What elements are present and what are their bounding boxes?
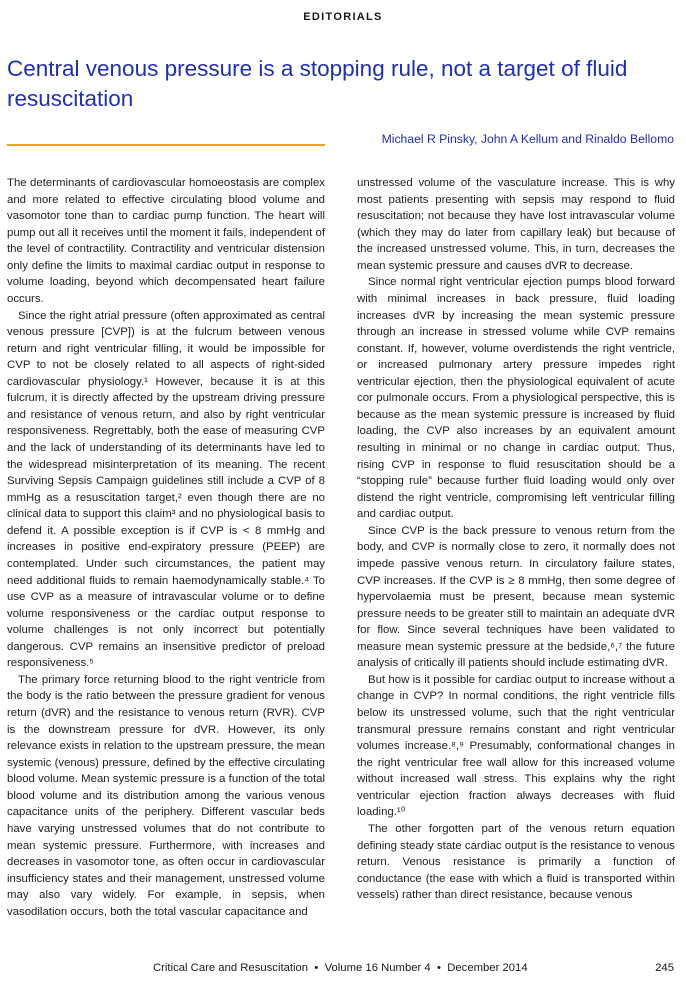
paragraph-5: Since CVP is the back pressure to venous return from the body, and CVP is normally close to zero, it normally does not impede passive venous return. In circulatory failure states, CVP increases. If the CVP is ≥ 8 mmHg, then some degree of hypervolaemia must be present, because mean systemic pressure needs to be greater still to maintain an adequate dVR for flow. Since several techniques have been validated to measure mean systemic pressure at the bedside,⁶,⁷ the future analysis of critically ill patients should include estimating dVR. — [357, 524, 675, 670]
paragraph-7: The other forgotten part of the venous return equation defining steady state cardiac output is the resistance to venous return. Venous resistance is primarily a function of conductance (the ease with which a fluid is transported within vessels) rather than direct resistance, because venous — [357, 822, 675, 902]
page-number: 245 — [655, 962, 674, 974]
journal-citation: Critical Care and Resuscitation • Volume 16 Number 4 • December 2014 — [153, 962, 528, 974]
title-divider — [7, 144, 325, 146]
paragraph-3: The primary force returning blood to the right ventricle from the body is the ratio between the pressure gradient for venous return (dVR) and the resistance to venous return (RVR). CVP is the downstream pressure for dVR. However, its only relevance exists in relation to the upstream pressure, the mean systemic (venous) pressure, defined by the effective circulating blood volume. Mean systemic pressure is a function of the total blood volume and its distribution among the various venous capacitance units of the periphery. Different vascular beds have varying unstressed volumes that do not contribute to mean systemic pressure. Furthermore, with increases and decreases in vasomotor tone, as often occur in cardiovascular insufficiency states and their management, unstressed volume may also vary widely. For example, in sepsis, when vasodilation occurs, both the total vascular capacitance and — [7, 673, 325, 918]
paragraph-2: Since the right atrial pressure (often approximated as central venous pressure [CVP]) is at the fulcrum between venous return and right ventricular filling, it would be impossible for CVP to not be closely related to all aspects of right-sided cardiovascular physiology.¹ However, because it is at this fulcrum, it is directly affected by the upstream driving pressure and resistance of venous return, and also by right ventricular responsiveness. Regrettably, both the ease of measuring CVP and the lack of understanding of its determinants have led to the widespread misinterpretation of its meaning. The recent Surviving Sepsis Campaign guidelines still include a CVP of 8 mmHg as a resuscitation target,² even though there are no clinical data to support this claim³ and no physiological basis to defend it. A possible exception is if CVP is < 8 mmHg and increases in positive end-expiratory pressure (PEEP) are contemplated. Under such circumstances, the patient may need additional fluids to remain haemodynamically stable.⁴ To use CVP as a measure of intravascular volume or to define volume responsiveness or the cardiac output response to volume challenges is not only incorrect but potentially dangerous. CVP remains an insensitive predictor of preload responsiveness.⁵ — [7, 309, 325, 670]
paragraph-1: The determinants of cardiovascular homoeostasis are complex and more related to effective circulating blood volume and vasomotor tone than to cardiac pump function. The heart will pump out all it receives until the moment it fails, independent of the level of contractility. Contractility and ventricular distension only define the limits to maximal cardiac output in response to volume loading, beyond which decompensated heart failure occurs. — [7, 177, 325, 305]
section-label: EDITORIALS — [303, 11, 383, 23]
column-right — [357, 175, 675, 904]
paragraph-6: But how is it possible for cardiac output to increase without a change in CVP? In normal conditions, the right ventricle fills below its unstressed volume, such that the right ventricular transmural pressure remains constant and right ventricular volumes increase.⁸,⁹ Presumably, conformational changes in the right ventricular free wall allow for this increased volume without increased wall stress. This explains why the right ventricular ejection fraction always decreases with fluid loading.¹⁰ — [357, 673, 675, 819]
article-title: Central venous pressure is a stopping rule, not a target of fluid resuscitation — [7, 56, 628, 111]
author-list: Michael R Pinsky, John A Kellum and Rinaldo Bellomo — [381, 132, 674, 146]
paragraph-4: Since normal right ventricular ejection pumps blood forward with minimal increases in back pressure, fluid loading increases dVR by increasing the mean systemic pressure through an increase in stressed volume while CVP remains constant. If, however, volume overdistends the right ventricle, or increased pulmonary artery pressure impedes right ventricular ejection, then the physiological equivalent of acute cor pulmonale occurs. From a physiological perspective, this is because as the mean systemic pressure is increased by fluid loading, the CVP also increases by an equivalent amount resulting in minimal or no change in cardiac output. Thus, rising CVP in response to fluid resuscitation should be a “stopping rule” because further fluid loading would only over distend the right ventricle, compromising left ventricular filling and cardiac output. — [357, 276, 675, 521]
column-left — [7, 175, 325, 920]
paragraph-3-continued: unstressed volume of the vasculature increase. This is why most patients presenting with sepsis may respond to fluid resuscitation; not because they have lost intravascular volume (which they may do later from capillary leak) but because of the increased unstressed volume. This, in turn, decreases the mean systemic pressure and causes dVR to decrease. — [357, 177, 675, 272]
